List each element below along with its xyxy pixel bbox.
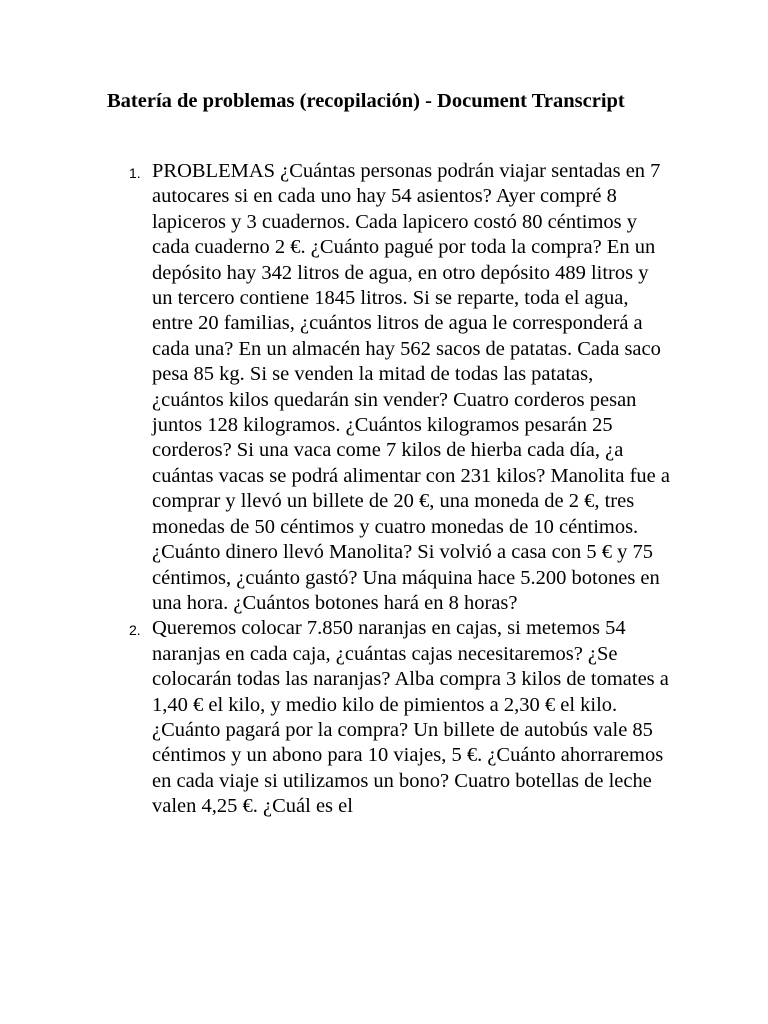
problem-list: [115, 159, 670, 820]
problem-text: PROBLEMAS ¿Cuántas personas podrán viajar sentadas en 7 autocares si en cada uno hay 54 asientos? Ayer compré 8 lapiceros y 3 cuadernos. Cada lapicero costó 80 céntimos y cada cuaderno 2 €. ¿Cuánto pagué por toda la compra? En un depósito hay 342 litros de agua, en otro depósito 489 litros y un tercero contiene 1845 litros. Si se reparte, toda el agua, entre 20 familias, ¿cuántos litros de agua le corresponderá a cada una? En un almacén hay 562 sacos de patatas. Cada saco pesa 85 kg. Si se venden la mitad de todas las patatas, ¿cuántos kilos quedarán sin vender? Cuatro corderos pesan juntos 128 kilogramos. ¿Cuántos kilogramos pesarán 25 corderos? Si una vaca come 7 kilos de hierba cada día, ¿a cuántas vacas se podrá alimentar con 231 kilos? Manolita fue a comprar y llevó un billete de 20 €, una moneda de 2 €, tres monedas de 50 céntimos y cuatro monedas de 10 céntimos. ¿Cuánto dinero llevó Manolita? Si volvió a casa con 5 € y 75 céntimos, ¿cuánto gastó? Una máquina hace 5.200 botones en una hora. ¿Cuántos botones hará en 8 horas?: [152, 160, 671, 614]
problem-number: 1.: [129, 165, 141, 181]
problem-item-2: [115, 616, 670, 819]
document-title: Batería de problemas (recopilación) - Document Transcript: [107, 90, 625, 112]
problem-number: 2.: [129, 622, 141, 639]
problem-item-1: [115, 159, 670, 616]
problem-text: Queremos colocar 7.850 naranjas en cajas, si metemos 54 naranjas en cada caja, ¿cuántas cajas necesitaremos? ¿Se colocarán todas las naranjas? Alba compra 3 kilos de tomates a 1,40 € el kilo, y medio kilo de pimientos a 2,30 € el kilo. ¿Cuánto pagará por la compra? Un billete de autobús vale 85 céntimos y un abono para 10 viajes, 5 €. ¿Cuánto ahorraremos en cada viaje si utilizamos un bono? Cuatro botellas de leche valen 4,25 €. ¿Cuál es el: [152, 617, 669, 818]
